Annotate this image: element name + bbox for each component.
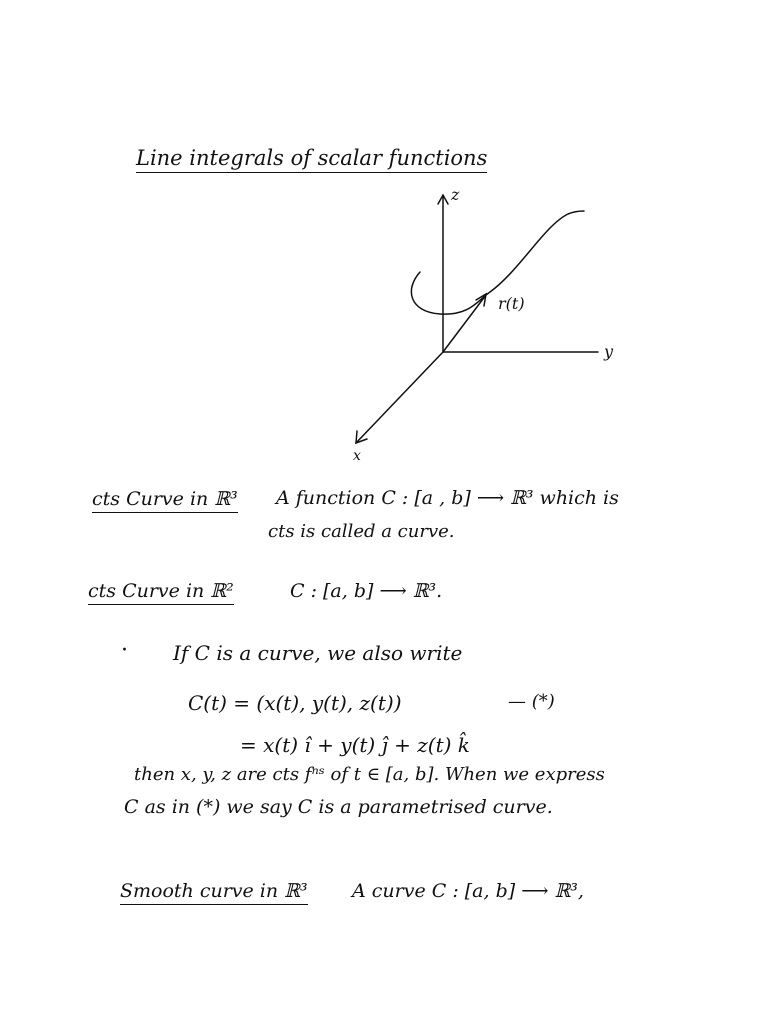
body-line1: If C is a curve, we also write: [173, 641, 463, 665]
y-axis-label: y: [604, 342, 614, 361]
def2-text: C : [a, b] ⟶ ℝ³.: [290, 580, 443, 602]
x-axis: [356, 352, 443, 443]
position-vector: [443, 295, 486, 352]
x-axis-label: x: [353, 448, 361, 464]
def1-term: cts Curve in ℝ³: [92, 488, 238, 513]
equation-1-tag: — (*): [508, 691, 555, 712]
def3-term: Smooth curve in ℝ³: [120, 880, 308, 905]
def1-line1: A function C : [a , b] ⟶ ℝ³ which is: [276, 487, 619, 509]
equation-2: = x(t) î + y(t) ĵ + z(t) k̂: [240, 733, 470, 757]
equation-1: C(t) = (x(t), y(t), z(t)): [188, 691, 402, 715]
bullet: ·: [121, 638, 128, 663]
def1-line2: cts is called a curve.: [268, 521, 455, 542]
z-axis-label: z: [451, 185, 460, 204]
def2-term: cts Curve in ℝ²: [88, 580, 234, 605]
body-line2: then x, y, z are cts fⁿˢ of t ∈ [a, b]. When we express: [134, 764, 605, 785]
vector-label: r(t): [498, 294, 525, 313]
page-title: Line integrals of scalar functions: [136, 146, 487, 173]
body-line3: C as in (*) we say C is a parametrised curve.: [124, 796, 553, 818]
def3-text: A curve C : [a, b] ⟶ ℝ³,: [352, 880, 584, 902]
